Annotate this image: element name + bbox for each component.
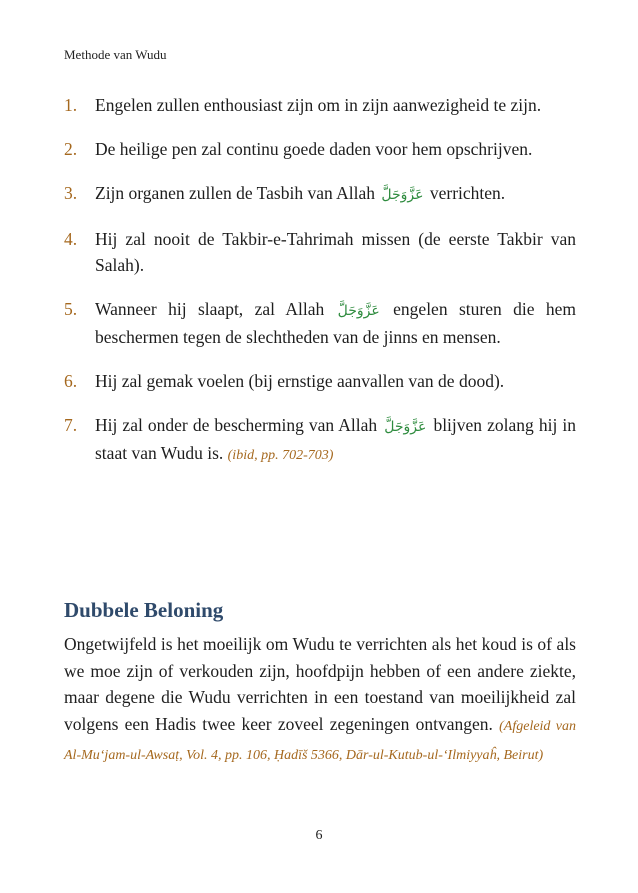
benefits-list	[64, 92, 576, 487]
running-header: Methode van Wudu	[64, 47, 167, 62]
list-item-number: 7.	[64, 415, 78, 435]
citation-reference: (ibid, pp. 702-703)	[227, 448, 334, 463]
list-item	[64, 92, 576, 118]
list-item-number: 6.	[64, 371, 78, 391]
list-item-text: blijven zolang hij in staat van Wudu is.	[95, 415, 576, 463]
list-item-text: Hij zal onder de bescherming van Allah	[95, 415, 378, 435]
citation-reference: (Afgeleid van Al-Mu‘jam-ul-Awsaṭ, Vol. 4, pp. 106, Ḥadīš 5366, Dār-ul-Kutub-ul-‘Ilmiyyaĥ, Beirut)	[64, 718, 576, 763]
list-item-number: 1.	[64, 95, 78, 115]
list-item-text: Hij zal nooit de Takbir-e-Tahrimah missen (de eerste Takbir van Salah).	[95, 229, 576, 275]
body-paragraph	[64, 631, 576, 770]
list-item-text: Hij zal gemak voelen (bij ernstige aanvallen van de dood).	[95, 371, 505, 391]
arabic-honorific: عَزَّوَجَلَّ	[384, 419, 427, 435]
list-item-number: 2.	[64, 139, 78, 159]
list-item	[64, 180, 576, 208]
list-item-text: Zijn organen zullen de Tasbih van Allah	[95, 183, 376, 203]
list-item-text: engelen sturen die hem beschermen tegen de slechtheden van de jinns en mensen.	[95, 299, 576, 347]
list-item-text: verrichten.	[429, 183, 506, 203]
section-heading: Dubbele Beloning	[64, 598, 224, 622]
page-number: 6	[315, 828, 323, 843]
list-item	[64, 136, 576, 162]
list-item	[64, 412, 576, 469]
list-item-text: De heilige pen zal continu goede daden voor hem opschrijven.	[95, 139, 533, 159]
list-item-text: Wanneer hij slaapt, zal Allah	[95, 299, 325, 319]
arabic-honorific: عَزَّوَجَلَّ	[381, 187, 424, 203]
list-item-number: 4.	[64, 229, 78, 249]
list-item	[64, 296, 576, 350]
arabic-honorific: عَزَّوَجَلَّ	[337, 303, 380, 319]
list-item-number: 5.	[64, 299, 78, 319]
paragraph-text: Ongetwijfeld is het moeilijk om Wudu te verrichten als het koud is of als we moe zijn of verkouden zijn, hoofdpijn hebben of een andere ziekte, maar degene die Wudu verrichten in een toestand van moeilijkheid zal volgens een Hadis twee keer zoveel zegeningen ontvangen.	[64, 634, 576, 734]
list-item	[64, 226, 576, 278]
list-item	[64, 368, 576, 394]
list-item-text: Engelen zullen enthousiast zijn om in zijn aanwezigheid te zijn.	[95, 95, 542, 115]
list-item-number: 3.	[64, 183, 78, 203]
